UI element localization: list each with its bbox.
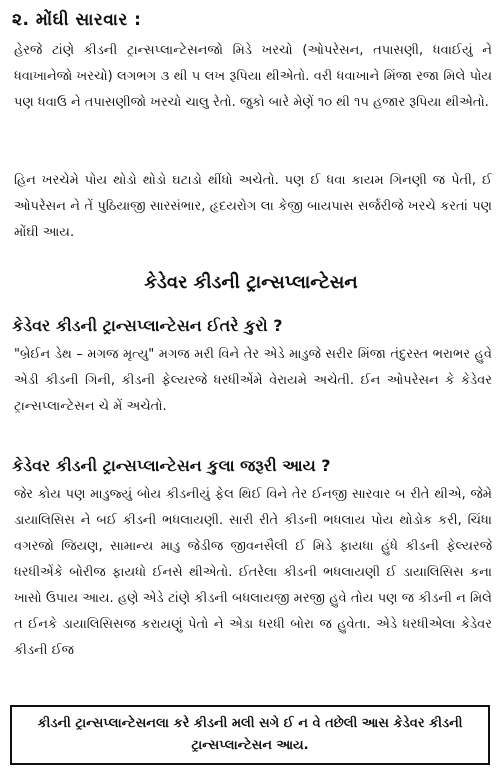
question-1-heading: કેડેવર કીડની ટ્રાન્સપ્લાન્ટેસન ઈતરે કુરો ? <box>12 316 283 335</box>
cost-paragraph-1: હેરજે ટાંણે કીડની ટ્રાન્સપ્લાન્ટેસનજો મિડે ખરચો (ઓપરેસન, તપાસણી, ધવાઈયું ને ધવાખાનેજો ખરચો) લગભગ ૩ થી ૫ લખ રૂપિયા થીએતો. વરી ધવાખાને મિંજા રજા મિલે પોય પણ ધવાઉ ને તપાસણીજો ખરચો ચાલુ રેતો. જુકો બારે મેણેં ૧૦ થી ૧૫ હજાર રૂપિયા થીએતો. <box>14 43 492 110</box>
question-2-heading: કેડેવર કીડની ટ્રાન્સપ્લાન્ટેસન કુલા જરૂરી આય ? <box>12 456 331 475</box>
section-heading: ૨. મોંઘી સારવાર : <box>12 10 142 30</box>
highlight-note-text: કીડની ટ્રાન્સપ્લાન્ટેસનલા કરે કીડની મલી સગે ઈ ન વે તછેલી આસ કેડેવર કીડની ટ્રાન્સપ્લાન્ટેસન આય. <box>37 716 463 753</box>
question-1-body: "બ્રેઈન ડેથ – મગજ મૃત્યુ" મગજ મરી વિને તેર એડે માડુજે સરીર મિંજા તંદુરસ્ત ભરાભર હુવે એડી કીડની ગિની, કીડની ફેલ્યરજે ધરધીએંમે વેરાયમે અચેતી. ઈન ઓપરેસન કે કેડેવર ટ્રાન્સપ્લાન્ટેસન ચે મેં અચેતો. <box>14 347 492 414</box>
question-2-body: જેર કોય પણ માડુજ્યું બોય કીડનીયું ફેલ થિઈ વિને તેર ઈનજી સારવાર બ રીતે થીએ, જેમે ડાયાલિસિસ ને બઈ કીડની ભધલાયણી. સારી રીતે કીડની ભધલાય પોય થોડોક કરી, ચિંધા વગરજો જિયણ, સામાન્ય માડુ જેડીજ જીવનસૈલી ઈ મિડે ફાયધા હુંધે કીડની ફેલ્યરજે ધરધીએંકે બોરીજ ફાયધો ઈનસે થીએતો. ઈતરેલા કીડની ભધલાયણી ઈ ડાયાલિસિસ કના ખાસો ઉપાય આય. હણે એડે ટાંણે કીડની બધલાયજી મરજી હુવે તોય પણ જ કીડની ન મિલે ત ઈનકે ડાયાલિસિસજ કરાયણું પેતો ને એડા ધરધી બોરા જ હુવેતા. એડે ધરધીએલા કેડેવર કીડની ઈજ <box>14 487 492 658</box>
highlight-note-box <box>10 705 490 765</box>
page-title: કેડેવર કીડની ટ્રાન્સપ્લાન્ટેસન <box>144 272 358 293</box>
cost-paragraph-2: હિન ખરચેમે પોય થોડો થોડો ઘટાડો થીંધો અચેતો. પણ ઈ ધવા કાયમ ગિનણી જ પેતી, ઈ ઓપરેસન ને તેં પુઠિયાજી સારસંભાર, હૃદયરોગ લા કેજી બાયપાસ સર્જરીજે ખરચે કરતાં પણ મોંઘી આય. <box>14 173 492 240</box>
